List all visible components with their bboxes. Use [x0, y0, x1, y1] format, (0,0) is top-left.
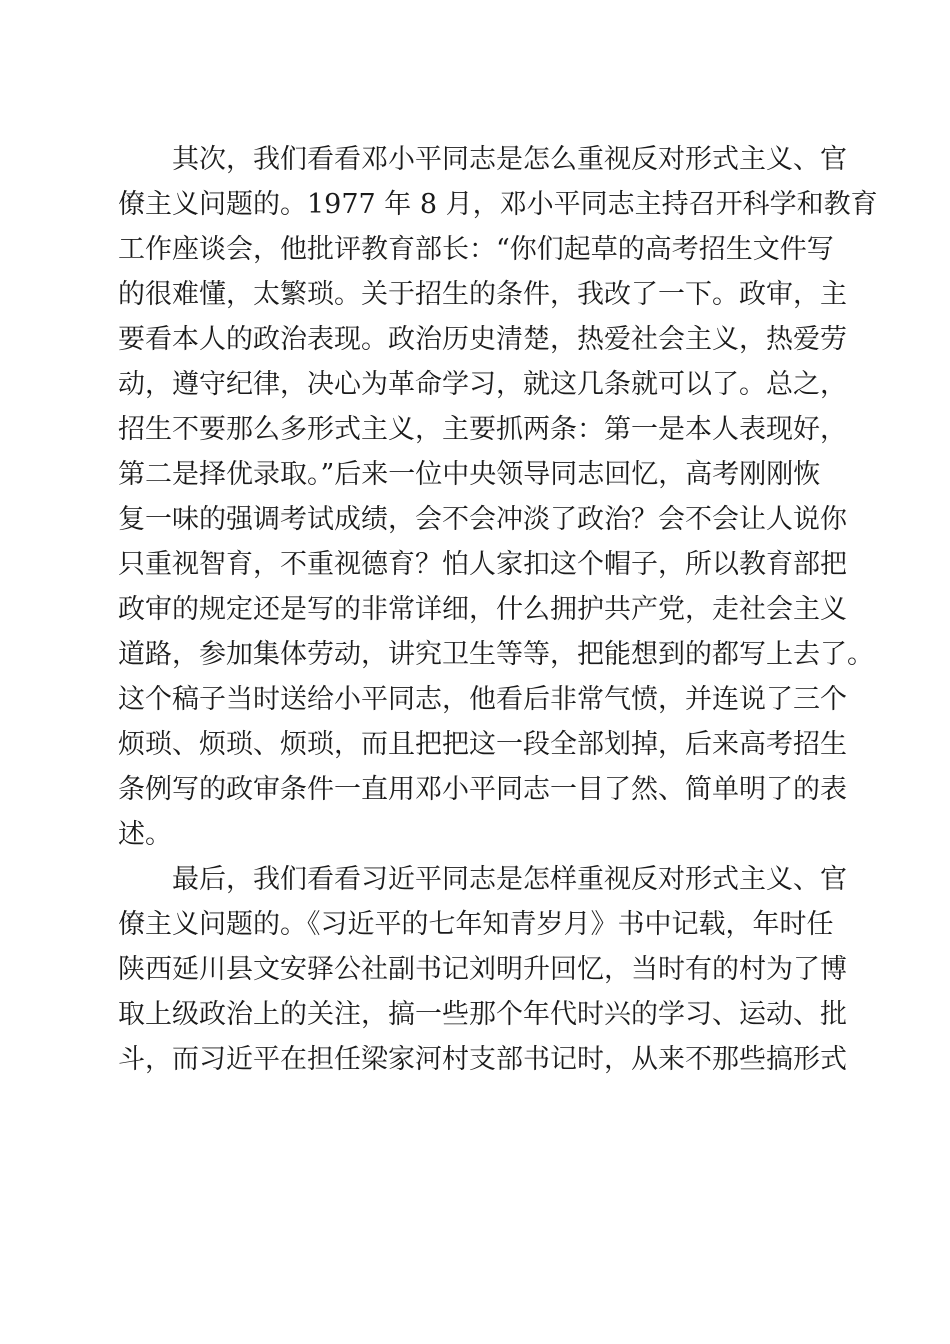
text-line: 僚主义问题的。1977 年 8 月，邓小平同志主持召开科学和教育: [118, 189, 878, 220]
text-line: 这个稿子当时送给小平同志，他看后非常气愤，并连说了三个: [118, 684, 847, 715]
text-line: 要看本人的政治表现。政治历史清楚，热爱社会主义，热爱劳: [118, 324, 847, 355]
text-line: 烦琐、烦琐、烦琐，而且把把这一段全部划掉，后来高考招生: [118, 729, 847, 760]
text-line: 道路，参加集体劳动，讲究卫生等等，把能想到的都写上去了。: [118, 639, 874, 670]
text-line: 招生不要那么多形式主义，主要抓两条：第一是本人表现好，: [118, 414, 847, 445]
text-line: 动，遵守纪律，决心为革命学习，就这几条就可以了。总之，: [118, 369, 847, 400]
text-line: 只重视智育，不重视德育？怕人家扣这个帽子，所以教育部把: [118, 549, 847, 580]
text-line: 复一味的强调考试成绩，会不会冲淡了政治？会不会让人说你: [118, 504, 847, 535]
text-line: 政审的规定还是写的非常详细，什么拥护共产党，走社会主义: [118, 594, 847, 625]
text-line: 陕西延川县文安驿公社副书记刘明升回忆，当时有的村为了博: [118, 954, 847, 985]
text-line: 条例写的政审条件一直用邓小平同志一目了然、简单明了的表: [118, 774, 847, 805]
text-line: 僚主义问题的。《习近平的七年知青岁月》书中记载，年时任: [118, 909, 834, 940]
text-line: 取上级政治上的关注，搞一些那个年代时兴的学习、运动、批: [118, 999, 847, 1030]
text-line: 斗，而习近平在担任梁家河村支部书记时，从来不那些搞形式: [118, 1044, 847, 1075]
text-line: 述。: [118, 819, 172, 850]
text-line: 第二是择优录取。”后来一位中央领导同志回忆，高考刚刚恢: [118, 459, 821, 490]
text-line: 最后，我们看看习近平同志是怎样重视反对形式主义、官: [172, 864, 847, 895]
text-line: 其次，我们看看邓小平同志是怎么重视反对形式主义、官: [172, 144, 847, 175]
text-line: 的很难懂，太繁琐。关于招生的条件，我改了一下。政审，主: [118, 279, 847, 310]
text-line: 工作座谈会，他批评教育部长：“你们起草的高考招生文件写: [118, 234, 834, 265]
